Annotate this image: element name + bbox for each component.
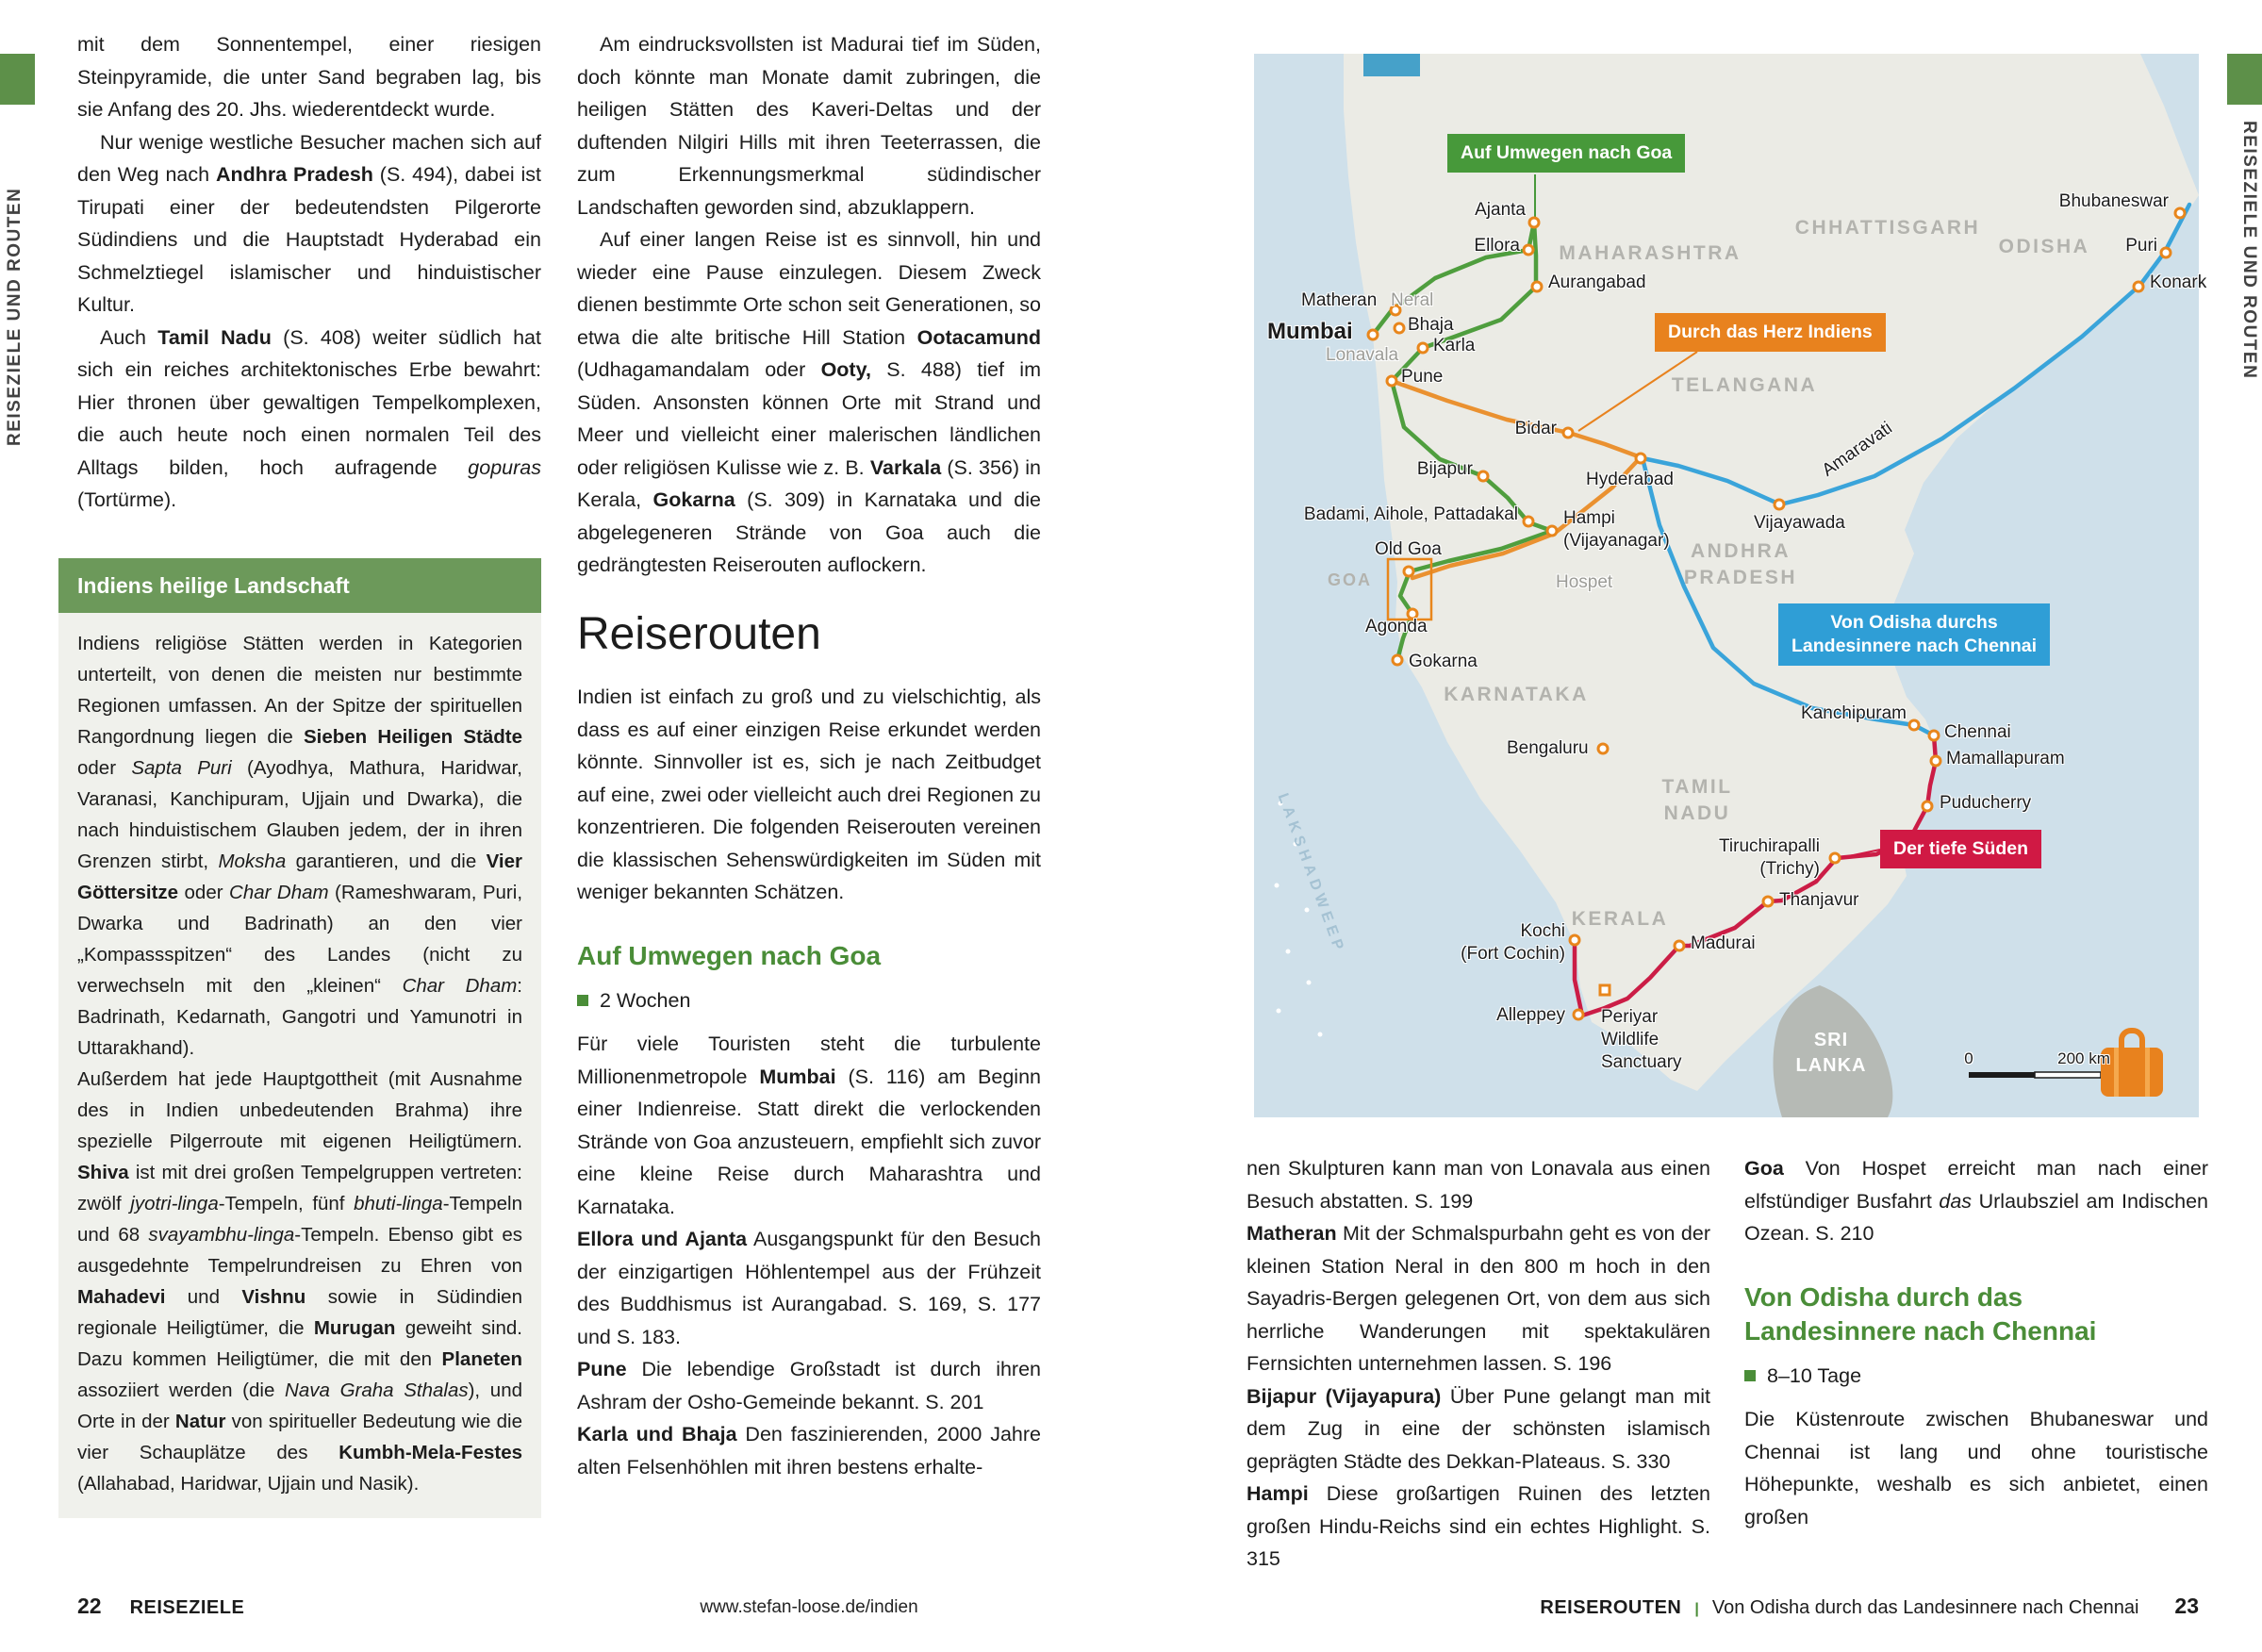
footer-url: www.stefan-loose.de/indien [700,1597,918,1617]
right-column-2 [1744,1152,2208,1533]
map-place-label: Vijayawada [1754,513,1845,533]
map-place-label: Chennai [1944,722,2011,742]
paragraph: Goa Von Hospet erreicht man nach einer elfstündiger Busfahrt das Urlaubsziel am Indischen Ozean. S. 210 [1744,1157,2209,1245]
route-odisha-text [1744,1403,2208,1533]
map-place-label: Bijapur [1416,459,1473,479]
paragraph: Pune Die lebendige Großstadt ist durch ihren Ashram der Osho-Gemeinde bekannt. S. 201 [577,1358,1041,1413]
holy-landscape-infobox [58,558,541,1519]
map-state-label: TELANGANA [1671,374,1818,396]
map-place-label: Bidar [1514,419,1557,438]
route-heading-goa: Auf Umwegen nach Goa [577,940,882,970]
footer-separator: | [1694,1601,1699,1617]
map-place-label: Agonda [1365,617,1428,636]
footer-section-left: REISEZIELE [129,1597,245,1618]
left-col1-text [77,28,541,517]
paragraph: Bijapur (Vijayapura) Über Pune gelangt man mit dem Zug in eine der schönsten islamisch geprägten Städte des Dekkan-Plateaus. S. 330 [1247,1384,1711,1473]
paragraph: Indiens religiöse Stätten werden in Kategorien unterteilt, von denen die meisten nur bestimmte Regionen umfassen. An der Spitze der spirituellen Rangordnung liegen die Sieben Heiligen Städte oder Sapta Puri (Ayodhya, Mathura, Haridwar, Varanasi, Kanchipuram, Ujjain und Dwarka), die nach hinduistischem Glauben jedem, der in ihren Grenzen stirbt, Moksha garantieren, und die Vier Göttersitze oder Char Dham (Rameshwaram, Puri, Dwarka und Badrinath) an den vier „Kompassspitzen“ des Landes (nicht zu verwechseln mit den „kleinen“ Char Dham: Badrinath, Kedarnath, Gangotri und Yamunotri in Uttarakhand). [77,633,523,1059]
map-place-label: Bhubaneswar [2058,191,2169,211]
map-place-label: 200 km [2057,1049,2110,1067]
map-state-label: KARNATAKA [1444,684,1589,705]
map-state-label: ANDHRA PRADESH [1683,540,1798,588]
route-callout-sueden: Der tiefe Süden [1880,830,2041,868]
map-place-label: Badami, Aihole, Pattadakal [1303,504,1518,524]
map-place-label: Old Goa [1375,539,1442,559]
map-place-label: Konark [2150,273,2207,292]
map-place-label: Lonavala [1326,345,1399,365]
paragraph: Hampi Diese großartigen Ruinen des letzten großen Hindu-Reichs sind ein echtes Highlight. S. 315 [1247,1482,1710,1570]
map-place-label: Puducherry [1940,793,2032,813]
paragraph: Auch Tamil Nadu (S. 408) weiter südlich hat sich ein reiches architektonisches Erbe bewahrt: Hier thronen über gewaltigen Tempelkomplexen, die auch heute noch einen normalen Teil des Alltags bilden, hoch aufragende gopuras (Tortürme). [77,325,541,511]
duration-label: 2 Wochen [600,988,691,1012]
paragraph: Auf einer langen Reise ist es sinnvoll, hin und wieder eine Pause einzulegen. Diesem Zweck dienen bestimmte Orte schon seit Generationen, so etwa die alte britische Hill Station Ootacamund (Udhagamandalam oder Ooty, S. 488) tief im Süden. Ansonsten können Orte mit Strand und Meer und vielleicht einer malerischen ländlichen oder religiösen Kulisse wie z. B. Varkala (S. 356) in Kerala, Gokarna (S. 309) in Karnataka und die abgelegeneren Strände von Goa auch die gedrängtesten Reiserouten auflockern. [577,228,1041,576]
paragraph: Nur wenige westliche Besucher machen sich auf den Weg nach Andhra Pradesh (S. 494), dabei ist Tirupati einer der bedeutendsten Pilgerorte Südindiens und die Hauptstadt Hyderabad ein Schmelztiegel islamischer und hinduistischer Kultur. [77,130,542,316]
left-footer [77,1594,244,1619]
map-place-label: Hampi (Vijayanagar) [1563,508,1670,551]
route-callout-odisha: Von Odisha durchs Landesinnere nach Chennai [1778,603,2050,666]
paragraph: Außerdem hat jede Hauptgottheit (mit Ausnahme des in Indien unbedeutenden Brahma) ihre spezielle Pilgerroute mit eigenen Heiligtümern. Shiva ist mit drei großen Tempelgruppen vertreten: zwölf jyotri-linga-Tempeln, fünf bhuti-linga-Tempeln und 68 svayambhu-linga-Tempeln. Ebenso gibt es ausgedehnte Tempelrundreisen zu Ehren von Mahadevi und Vishnu sowie in Südindien regionale Heiligtümer, die Murugan geweiht sind. Dazu kommen Heiligtümer, die mit den Planeten assoziiert werden (die Nava Graha Sthalas), und Orte in der Natur von spiritueller Bedeutung wie die vier Schauplätze des Kumbh-Mela-Festes (Allahabad, Haridwar, Ujjain und Nasik). [77,1068,522,1495]
map-state-label: CHHATTISGARH [1794,217,1981,239]
paragraph: nen Skulpturen kann man von Lonavala aus einen Besuch abstatten. S. 199 [1247,1157,1710,1213]
route-callout-herz: Durch das Herz Indiens [1655,313,1886,352]
duration-square-icon [577,995,588,1006]
map-place-label: Matheran [1301,290,1378,310]
map-place-label: Ajanta [1475,200,1526,220]
south-india-route-map [1254,54,2207,1117]
map-place-label: Amaravati [1818,418,1896,481]
map-state-label: MAHARASHTRA [1559,242,1742,264]
map-place-label: Alleppey [1496,1005,1565,1025]
right-margin-label: REISEZIELE UND ROUTEN [2239,121,2259,380]
route-heading-odisha: Von Odisha durch das Landesinnere nach Chennai [1744,1281,2097,1346]
map-place-label: Puri [2125,236,2157,256]
footer-chapter: REISEROUTEN [1540,1597,1682,1618]
right-column-1 [1247,1152,1710,1576]
right-chapter-tab [2227,54,2262,105]
right-footer [1247,1594,2199,1619]
map-place-label: Ellora [1474,236,1520,256]
map-place-label: Mamallapuram [1946,749,2065,768]
duration-row [1744,1360,2208,1393]
map-place-label: Kochi (Fort Cochin) [1461,921,1565,964]
map-place-label: Tiruchirapalli (Trichy) [1719,836,1820,879]
route-goa-text-continued [1247,1152,1710,1576]
map-place-label: Pune [1401,367,1444,387]
paragraph: mit dem Sonnentempel, einer riesigen Steinpyramide, die unter Sand begraben lag, bis sie Anfang des 20. Jhs. wiederentdeckt wurde. [77,33,541,121]
paragraph: Matheran Mit der Schmalspurbahn geht es von der kleinen Station Neral in den 800 m hoch in den Sayadris-Bergen gelegenen Ort, von dem aus sich herrliche Wanderungen mit spektakulären Fernsichten unternehmen lassen. S. 196 [1247,1222,1710,1375]
infobox-title: Indiens heilige Landschaft [58,558,541,614]
map-place-label: Thanjavur [1779,890,1859,910]
map-place-label: Kanchipuram [1801,703,1907,723]
route-callout-goa: Auf Umwegen nach Goa [1447,134,1685,173]
map-place-label: LAKSHADWEEP [1274,791,1348,957]
intro-text [577,28,1041,582]
left-column-1 [77,28,541,1518]
map-place-label: Periyar Wildlife Sanctuary [1601,1007,1682,1072]
paragraph: Indien ist einfach zu groß und zu vielschichtig, als dass es auf einer einzigen Reise erkundet werden könnte. Sinnvoller ist es, sich je nach Zeitbudget auf eine, zwei oder vielleicht auch drei Regionen zu konzentrieren. Die folgenden Reiserouten vereinen die klassischen Sehenswürdigkeiten im Süden mit weniger bekannten Schätzen. [577,686,1041,904]
map-place-label: Bhaja [1408,315,1454,335]
paragraph: Am eindrucksvollsten ist Madurai tief im Süden, doch könnte man Monate damit zubringen, die heiligen Stätten des Kaveri-Deltas und der duftenden Nilgiri Hills mit ihren Teeterrassen, die zum Erkennungsmerkmal südindischer Landschaften geworden sind, abzuklappern. [577,33,1041,219]
map-place-label: Gokarna [1409,652,1478,671]
map-state-label: KERALA [1571,908,1669,930]
map-place-label: SRI LANKA [1795,1030,1867,1076]
footer-section-right: Von Odisha durch das Landesinnere nach Chennai [1711,1597,2139,1618]
map-place-label: Karla [1433,336,1476,355]
map-state-label: GOA [1328,570,1373,589]
route-goa-text [577,1028,1041,1483]
paragraph: Ellora und Ajanta Ausgangspunkt für den Besuch der einzigartigen Höhlentempel aus der Frühzeit des Buddhismus ist Aurangabad. S. 169, S. 177 und S. 183. [577,1228,1042,1348]
duration-label: 8–10 Tage [1767,1363,1862,1387]
map-state-label: ODISHA [1998,236,2090,257]
route-intro-text [577,681,1041,909]
left-chapter-tab [0,54,35,105]
paragraph: Die Küstenroute zwischen Bhubaneswar und Chennai ist lang und ohne touristische Höhepunkte, weshalb es sich anbietet, einen großen [1744,1408,2208,1528]
left-margin-label: REISEZIELE UND ROUTEN [5,187,25,446]
map-place-label: Bengaluru [1507,738,1589,758]
infobox-body [58,613,541,1518]
map-place-label: Hospet [1556,572,1613,592]
paragraph: Für viele Touristen steht die turbulente Millionenmetropole Mumbai (S. 116) am Beginn einer Indienreise. Statt direkt die verlockenden Strände von Goa anzusteuern, empfiehlt sich zuvor eine kleine Reise durch Maharashtra und Karnataka. [577,1032,1041,1218]
left-column-2 [577,28,1041,1483]
map-labels-layer [1254,54,2207,1117]
map-place-label: Madurai [1691,933,1756,953]
map-place-label: Mumbai [1267,319,1353,344]
page-number-left: 22 [77,1594,102,1618]
page-number-right: 23 [2174,1594,2199,1618]
map-place-label: Hyderabad [1586,470,1674,489]
section-title-reiserouten: Reiserouten [577,608,821,659]
map-place-label: Aurangabad [1548,273,1646,292]
map-state-label: TAMIL NADU [1661,776,1733,824]
duration-square-icon [1744,1370,1756,1381]
goa-entry-text [1744,1152,2208,1250]
paragraph: Karla und Bhaja Den faszinierenden, 2000 Jahre alten Felsenhöhlen mit ihren bestens erhalte- [577,1423,1041,1479]
duration-row [577,984,1041,1017]
map-place-label: 0 [1964,1049,1973,1067]
map-place-label: Neral [1391,290,1434,310]
